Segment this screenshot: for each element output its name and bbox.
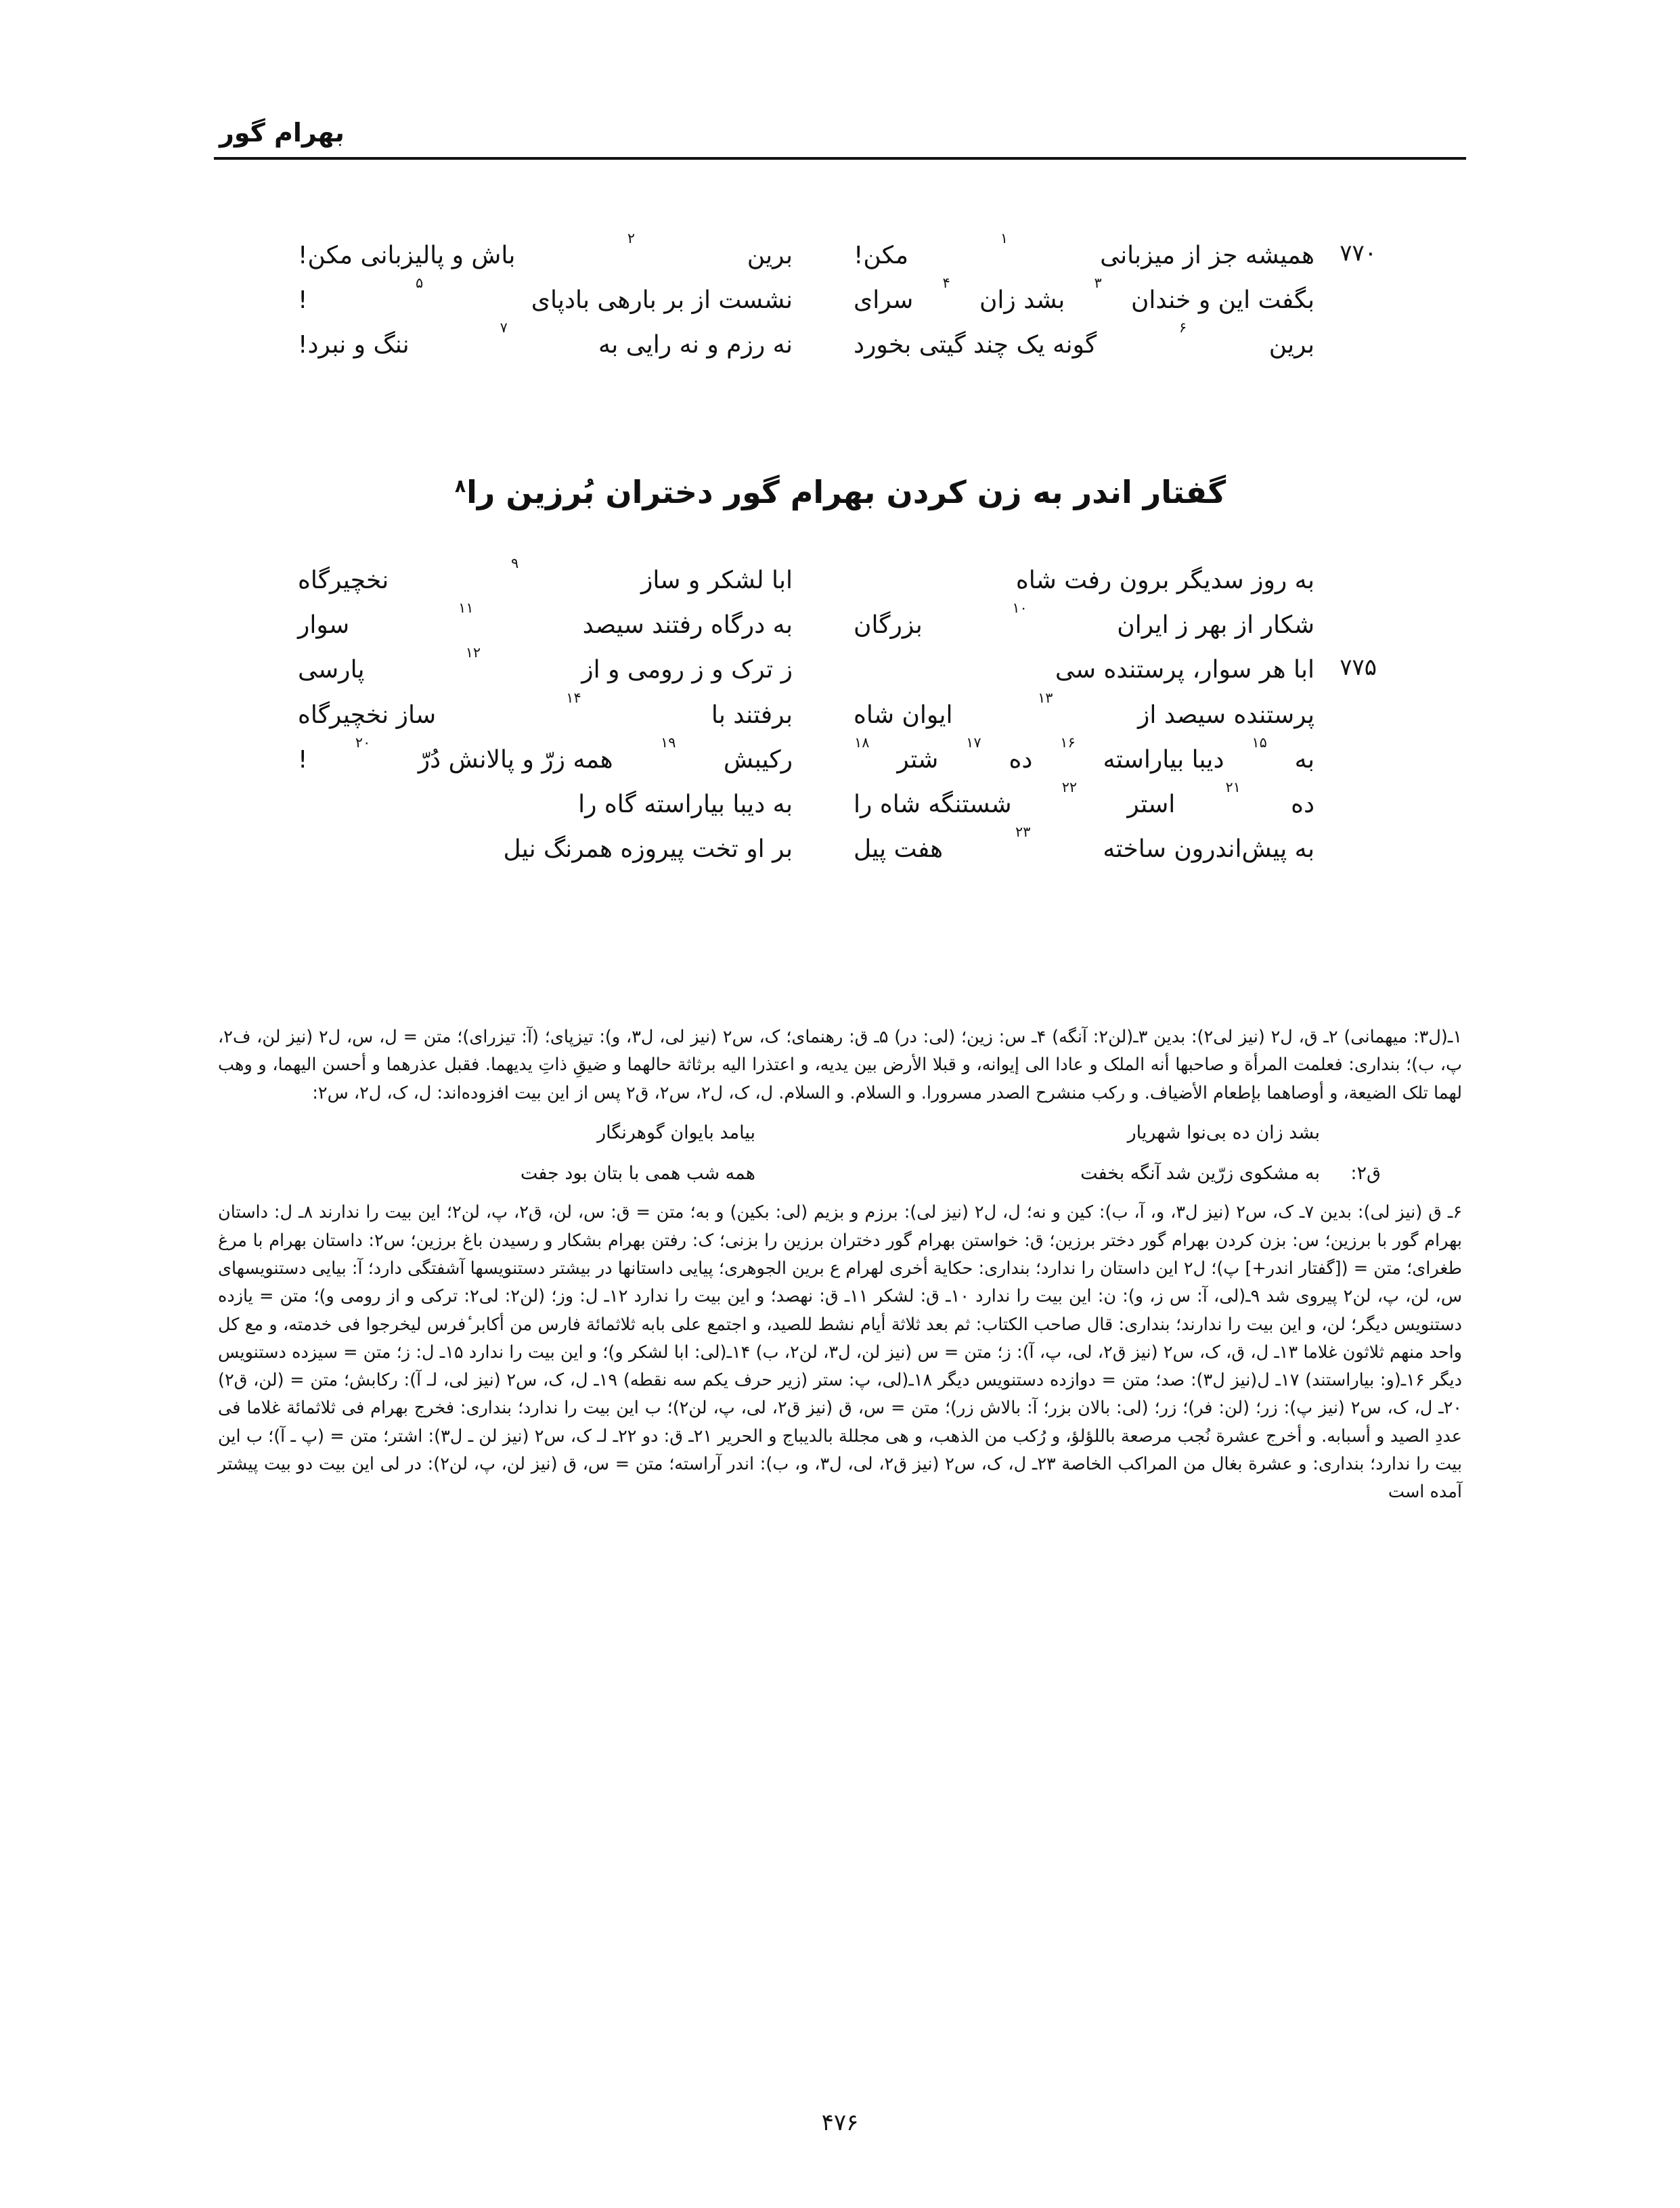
- footnote-paragraph-2: ۶ـ ق (نیز لی): بدین ۷ـ ک، س۲ (نیز ل۳، و، آ، ب): کین و نه؛ ل، ل۲ (نیز لی): برزم و بزیم (لی: بکین) و به؛ متن = ق: س، لن، ق۲، پ، لن۲؛ این بیت را ندارند ۸ـ ل: داستان بهرام گور با برزین؛ س: بزن کردن بهرام گور دختر برزین؛ ق: خواستن بهرام گور دختران برزین را بزنی؛ ک: رفتن بهرام بشکار و رسیدن باغ برزین؛ س۲: داستان بهرام با مرغ طغرای؛ متن = ([گفتار اندر+] پ)؛ ل۲ این داستان را ندارد؛ بنداری: حکایة أخری لهرام ع برین الجوهری؛ پیایی داستانها در بیشتر دستنویسها آشفتگی دارد؛ آ: بیایی دستنویسهای س، لن، پ، لن۲ پیروی شد ۹ـ(لی، آ: س ز، و): ن: این بیت را ندارد ۱۰ـ ق: لشکر ۱۱ـ ق: نهصد؛ و این بیت را ندارد ۱۲ـ ل: وز؛ (لن۲: لی۲: ترکی و از رومی و)؛ متن = یازده دستنویس دیگر؛ لن، و این بیت را ندارند؛ بنداری: قال صاحب الکتاب: ثم بعد ثلاثة أیام نشط للصید، و اجتمع علی بابه ثلاثمائة فارس من أکابر ٔفرس لیخرجوا فی خدمته، و مع کل واحد منهم ثلاثون غلاما ۱۳ـ ل، ق، ک، س۲ (نیز ق۲، لی، پ، آ): ز؛ متن = س (نیز لن، ل۳، لن۲، ب) ۱۴ـ(لی: ابا لشکر و)؛ و این بیت را ندارد ۱۵ـ ل: ز؛ متن = سیزده دستنویس دیگر ۱۶ـ(و: بیاراستند) ۱۷ـ ل(نیز ل۳): صد؛ متن = دوازده دستنویس دیگر ۱۸ـ(لی، پ: ستر (زیر حرف یکم سه نقطه) ۱۹ـ ل، ک، س۲ (نیز لی، لـ آ): رکابش؛ متن = (لن، ق۲) ۲۰ـ ل، ک، س۲ (نیز پ): زر؛ (لن: فر)؛ زر؛ (لی: بالان بزر؛ آ: بالاش زر)؛ متن = س، ق (نیز ق۲، لی، پ، لن۲)؛ ب این بیت را ندارد؛ بنداری: فخرج بهرام فی ثلاثمائة غلاما فی عددِ الصید و أسبابه. و أخرج عشرة نُجب مرصعة باللؤلؤ، و رُکب من الذهب، و هی مجللة بالدیباج و الحریر ۲۱ـ ق: دو ۲۲ـ لـ ک، س۲ (نیز لن ـ ل۳): اشتر؛ متن = (پ ـ آ)؛ ب این بیت را ندارد؛ بنداری: و عشرة بغال من المراکب الخاصة ۲۳ـ ل، ک، س۲ (نیز ق۲، لی، ل۳، و، ب): اندر آراسته؛ متن = س، ق (نیز لن، پ، لن۲): در لی این بیت دو بیت پیشتر آمده است: [218, 1202, 1463, 1503]
- hemistich-left: بیامد بایوان گوهرنگار: [597, 1122, 755, 1143]
- verse-line: [298, 275, 1314, 318]
- hemistich-text-tail: بشد زان: [979, 286, 1065, 315]
- hemistich-text: رکیبش: [723, 745, 793, 774]
- verse-block-main: [298, 555, 1377, 877]
- hemistich-text-tail: ننگ و نبرد!: [298, 331, 410, 359]
- hemistich-left: [298, 319, 806, 363]
- footnote-marker: ۲: [627, 230, 636, 246]
- hemistich-text-tail: سوار: [298, 611, 350, 640]
- footnote-added-verse-label: [1320, 1118, 1381, 1148]
- footnote-apparatus: [218, 1023, 1462, 1507]
- footnote-paragraph-1: ۱ـ(ل۳: میهمانی) ۲ـ ق، ل۲ (نیز لی۲): بدین ۳ـ(لن۲: آنگه) ۴ـ س: زین؛ (لی: در) ۵ـ ق: رهنمای؛ ک، س۲ (نیز لی، ل۳، و): تیزپای؛ (آ: تیزرای)؛ متن = ل، س، ل۲ (نیز لن، ف۲، پ، ب)؛ بنداری: فعلمت المرأة و صاحبها أنه الملک و عادا الی إیوانه، و قبلا الأرض بین یدیه، و اعتذرا الیه برثاثة حالهما و ضیقِ ذاتِ یدیهما. فقبل عذرهما و أحسن الیهما، و وهب لهما تلک الضیعة، و أوصاهما بإطعام الأضیاف. و رکب منشرح الصدر مسرورا. و السلام. و السلام. ل، ک، ل۲، س۲، ق۲ پس از این بیت افزوده‌اند: ل، ک، ل۲، س۲:: [218, 1027, 1463, 1103]
- hemistich-text: به روز سدیگر برون رفت شاه: [1015, 567, 1314, 594]
- hemistich-text: بگفت این و خندان: [1130, 286, 1314, 315]
- hemistich-text: به دیبا بیاراسته گاه را: [578, 790, 793, 818]
- page-number: ۴۷۶: [821, 2109, 859, 2136]
- footnote-added-verse-label: ق۲:: [1350, 1162, 1381, 1184]
- hemistich-right: [806, 275, 1314, 318]
- footnote-marker: ۲۲: [1061, 778, 1078, 795]
- hemistich-left: [298, 600, 806, 643]
- hemistich-text-tail: شتر: [897, 745, 939, 774]
- hemistich-text-tail: دیبا بیاراسته: [1103, 745, 1224, 774]
- hemistich-right: [806, 600, 1314, 643]
- verse-block-top: [298, 230, 1377, 373]
- hemistich-text: به پیش‌اندرون ساخته: [1103, 835, 1314, 864]
- verse-line: [298, 644, 1377, 688]
- hemistich-text-tail: ایوان شاه: [854, 701, 953, 729]
- verse-number: ۷۷۵: [1340, 654, 1377, 682]
- verse-line: [298, 778, 1314, 822]
- hemistich-left: [298, 787, 806, 822]
- hemistich-text-tail: باش و پالیزبانی مکن!: [298, 242, 516, 269]
- hemistich-text-tail: ساز نخچیرگاه: [298, 701, 437, 729]
- footnote-marker: ۹: [510, 555, 519, 571]
- verse-line: [298, 734, 1314, 778]
- footnote-marker: ۷: [500, 319, 508, 336]
- hemistich-left: [298, 644, 806, 688]
- footnote-marker: ۱۱: [458, 600, 474, 617]
- hemistich-text: ده: [1291, 790, 1314, 818]
- hemistich-right: [806, 824, 1314, 867]
- footnote-marker: ۱: [1000, 230, 1009, 246]
- footnote-marker: ۳: [1094, 275, 1102, 292]
- hemistich-text-tail: !: [298, 286, 308, 315]
- footnote-marker: ۱۸: [854, 734, 870, 751]
- hemistich-text: به: [1294, 745, 1314, 774]
- footnote-marker: ۸: [454, 475, 466, 497]
- footnote-marker: ۴: [942, 275, 950, 292]
- hemistich-text-tail: هفت پیل: [854, 835, 944, 864]
- hemistich-text: همیشه جز از میزبانی: [1100, 242, 1314, 269]
- hemistich-text-tail: سرای: [854, 286, 914, 315]
- hemistich-right: [806, 653, 1314, 688]
- hemistich-left: [298, 275, 806, 318]
- hemistich-left: همه شب همی با بتان بود جفت: [520, 1162, 755, 1184]
- hemistich-text: شکار از بهر ز ایران: [1117, 611, 1314, 640]
- verse-line: [298, 689, 1314, 733]
- hemistich-text-tail: !: [298, 745, 308, 774]
- hemistich-left: [298, 555, 806, 598]
- footnote-marker: ۱۵: [1252, 734, 1267, 751]
- hemistich-text-tail: بزرگان: [854, 611, 923, 640]
- hemistich-text: پرستنده سیصد از: [1138, 701, 1314, 729]
- footnote-added-verse-2: [218, 1159, 1462, 1189]
- hemistich-text: ابا لشکر و ساز: [640, 567, 793, 594]
- verse-line: [298, 600, 1314, 643]
- hemistich-text: نه رزم و نه رایی به: [598, 331, 793, 359]
- footnote-marker: ۶: [1178, 319, 1187, 336]
- footnote-marker: ۲۰: [355, 734, 371, 751]
- hemistich-right: [806, 778, 1314, 822]
- footnote-marker: ۱۷: [966, 734, 981, 751]
- footnote-marker: ۱۰: [1012, 600, 1027, 617]
- hemistich-text-tail: نخچیرگاه: [298, 567, 389, 594]
- hemistich-text-tail: ده: [1009, 745, 1033, 774]
- hemistich-left: [298, 230, 806, 273]
- hemistich-left: [298, 832, 806, 867]
- footnote-marker: ۵: [416, 275, 424, 292]
- header-rule: [214, 157, 1466, 160]
- hemistich-text-tail: پارسی: [298, 656, 365, 684]
- hemistich-left: [298, 734, 806, 778]
- hemistich-right: به مشکوی زرّین شد آنگه بخفت: [1080, 1162, 1320, 1184]
- hemistich-right: بشد زان ده بی‌نوا شهریار: [1127, 1122, 1320, 1143]
- footnote-marker: ۱۹: [661, 734, 676, 751]
- footnote-added-verse-1: [218, 1118, 1462, 1148]
- hemistich-left: [298, 689, 806, 733]
- section-heading: [0, 474, 1680, 510]
- hemistich-text: برفتند با: [711, 701, 793, 729]
- hemistich-right: [806, 319, 1314, 363]
- hemistich-text: ز ترک و ز رومی و از: [581, 656, 793, 684]
- verse-line: [298, 824, 1314, 867]
- running-head-title: بهرام گور: [219, 118, 345, 148]
- hemistich-text: برین: [1268, 331, 1314, 359]
- hemistich-right: [806, 563, 1314, 598]
- hemistich-text-tail: استر: [1127, 790, 1176, 818]
- footnote-marker: ۱۴: [566, 689, 581, 706]
- hemistich-right: [806, 230, 1314, 273]
- footnote-marker: ۱۳: [1038, 689, 1053, 706]
- verse-line: [298, 319, 1314, 363]
- verse-line: [298, 230, 1377, 273]
- running-head-area: [214, 119, 1466, 180]
- hemistich-text: برین: [747, 242, 793, 269]
- footnote-marker: ۱۶: [1060, 734, 1076, 751]
- hemistich-text: بر او تخت پیروزه همرنگ نیل: [503, 835, 793, 864]
- hemistich-text-tail: همه زرّ و پالانش دُرّ: [418, 745, 613, 774]
- hemistich-text-tail: شستنگه شاه را: [854, 790, 1012, 818]
- hemistich-text-tail: گونه یک چند گیتی بخورد: [854, 331, 1097, 359]
- hemistich-text: به درگاه رفتند سیصد: [582, 611, 793, 640]
- hemistich-right: [806, 689, 1314, 733]
- hemistich-text: نشست از بر بارهی بادپای: [531, 286, 793, 315]
- hemistich-text: ابا هر سوار، پرستنده سی: [1055, 656, 1314, 684]
- hemistich-text-tail: مکن!: [854, 242, 908, 269]
- verse-line: [298, 555, 1314, 598]
- footnote-marker: ۲۳: [1015, 824, 1031, 841]
- footnote-marker: ۱۲: [465, 644, 481, 661]
- hemistich-right: [806, 734, 1314, 778]
- footnote-marker: ۲۱: [1225, 778, 1241, 795]
- section-heading-text: گفتار اندر به زن کردن بهرام گور دختران بُرزین را: [466, 474, 1226, 510]
- verse-number: ۷۷۰: [1340, 240, 1377, 267]
